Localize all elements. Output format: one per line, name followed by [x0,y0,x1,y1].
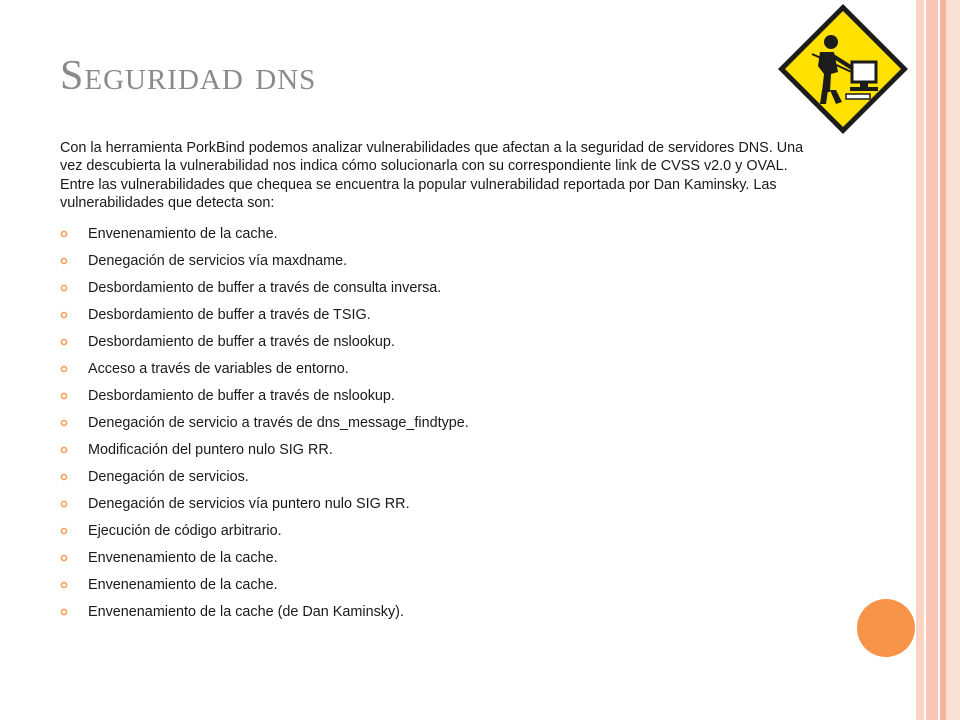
bullet-ring-icon [60,473,68,481]
bullet-ring-icon [60,419,68,427]
list-item [60,225,820,252]
list-item [60,495,820,522]
list-item-text: Envenenamiento de la cache (de Dan Kaminsky). [88,604,404,620]
bullet-ring-icon [60,230,68,238]
list-item-text: Denegación de servicios. [88,469,249,485]
orange-circle-decoration [857,599,915,657]
list-item-text: Envenenamiento de la cache. [88,577,278,593]
list-item [60,279,820,306]
list-item-text: Denegación de servicio a través de dns_message_findtype. [88,415,469,431]
decorative-stripes [916,0,960,720]
list-item [60,549,820,576]
list-item-text: Denegación de servicios vía puntero nulo SIG RR. [88,496,410,512]
construction-worker-sign-icon [776,2,910,136]
bullet-ring-icon [60,311,68,319]
list-item [60,576,820,603]
list-item [60,468,820,495]
bullet-ring-icon [60,365,68,373]
list-item-text: Denegación de servicios vía maxdname. [88,253,348,269]
stripe [946,0,960,720]
bullet-ring-icon [60,446,68,454]
bullet-ring-icon [60,392,68,400]
list-item [60,522,820,549]
list-item-text: Modificación del puntero nulo SIG RR. [88,442,333,458]
intro-paragraph: Con la herramienta PorkBind podemos analizar vulnerabilidades que afectan a la seguridad de servidores DNS. Una vez descubierta la vulnerabilidad nos indica cómo solucionarla con su correspondiente link de CVSS v2.0 y OVAL. Entre las vulnerabilidades que chequea se encuentra la popular vulnerabilidad reportada por Dan Kaminsky. Las vulnerabilidades que detecta son: [60,140,804,211]
vulnerability-list [60,225,820,630]
bullet-ring-icon [60,581,68,589]
list-item-text: Envenenamiento de la cache. [88,226,278,242]
list-item [60,333,820,360]
bullet-ring-icon [60,608,68,616]
list-item [60,306,820,333]
list-item [60,360,820,387]
list-item-text: Envenenamiento de la cache. [88,550,278,566]
list-item-text: Ejecución de código arbitrario. [88,523,282,539]
list-item [60,387,820,414]
stripe [926,0,938,720]
bullet-ring-icon [60,500,68,508]
bullet-ring-icon [60,338,68,346]
bullet-ring-icon [60,527,68,535]
list-item-text: Desbordamiento de buffer a través de consulta inversa. [88,280,442,296]
stripe [916,0,924,720]
bullet-ring-icon [60,257,68,265]
list-item-text: Desbordamiento de buffer a través de nslookup. [88,334,395,350]
list-item [60,252,820,279]
slide-title: Seguridad dns [60,53,317,99]
list-item-text: Desbordamiento de buffer a través de nslookup. [88,388,395,404]
list-item-text: Acceso a través de variables de entorno. [88,361,349,377]
bullet-ring-icon [60,284,68,292]
list-item [60,441,820,468]
list-item [60,414,820,441]
list-item-text: Desbordamiento de buffer a través de TSIG. [88,307,371,323]
bullet-ring-icon [60,554,68,562]
list-item [60,603,820,630]
